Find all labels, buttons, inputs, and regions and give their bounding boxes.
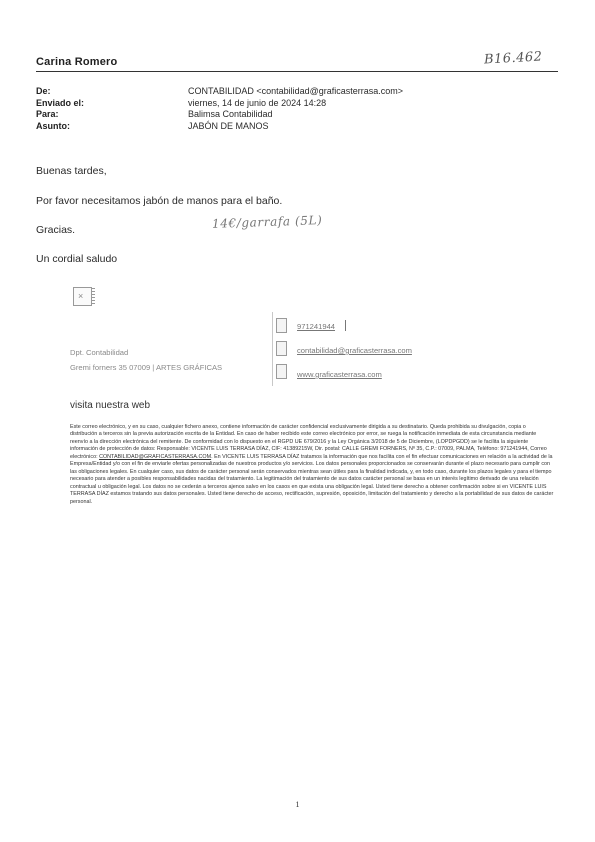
web-icon (276, 364, 287, 379)
signature-phone-link[interactable]: 971241944 (297, 322, 336, 331)
meta-row-to (36, 109, 403, 121)
signature-website-link[interactable]: www.graficasterrasa.com (297, 370, 382, 379)
meta-row-from (36, 86, 403, 98)
handwritten-reference: B16.462 (483, 49, 543, 68)
phone-icon (276, 318, 287, 333)
signature-department: Dpt. Contabilidad (70, 348, 129, 357)
thanks-text: Gracias. (36, 224, 76, 236)
email-icon (276, 341, 287, 356)
signature-address: Gremi forners 35 07009 | ARTES GRÁFICAS (70, 363, 223, 372)
meta-label-sent: Enviado el: (36, 97, 85, 108)
meta-value-to: Balimsa Contabilidad (188, 109, 273, 120)
meta-label-subject: Asunto: (36, 120, 70, 131)
text-cursor (345, 320, 346, 331)
legal-disclaimer (70, 424, 554, 506)
logo-lines-icon (91, 288, 95, 304)
visit-website-link[interactable]: visita nuestra web (70, 400, 151, 411)
handwritten-price-note: 14€/garrafa (5L) (211, 213, 323, 231)
closing-text: Un cordial saludo (36, 253, 118, 265)
email-metadata (36, 86, 403, 132)
legal-email-link[interactable]: CONTABILIDAD@GRAFICASTERRASA.COM (99, 453, 212, 460)
broken-image-icon (73, 287, 92, 306)
legal-text-part1: Este correo electrónico, y en su caso, cualquier fichero anexo, contiene información de carácter confidencial exclusivamente dirigida a su destinatario. Queda prohibida su divulgación, copia o distribución a terceros sin la previa autorización escrita de la Entidad. En caso de haber recibido este correo electrónico por error, se ruega la notificación inmediata de esta circunstancia mediante reenvío a la dirección electrónica del remitente. De conformidad con lo dispuesto en el RGPD UE 679/2016 y la Ley Orgánica 3/2018 de 5 de Diciembre, (LOPDPGDD) se le facilita la siguiente información de protección de datos: Responsable: VICENTE LUIS TERRASA DÍAZ, CIF: 41389215W, Dir. postal: CALLE GREMI FORNERS, Nº 35, C.P.: 07009, PALMA, Teléfono: 971241944, Correo electrónico: (70, 424, 547, 460)
meta-row-subject (36, 121, 403, 133)
meta-value-sent: viernes, 14 de junio de 2024 14:28 (188, 97, 327, 108)
greeting: Buenas tardes, (36, 165, 107, 177)
header-divider (36, 71, 558, 72)
sender-name: Carina Romero (36, 56, 118, 68)
meta-row-sent (36, 98, 403, 110)
request-text: Por favor necesitamos jabón de manos para el baño. (36, 195, 283, 207)
image-placeholder-icon: × (78, 291, 84, 301)
signature-divider (272, 312, 273, 386)
meta-label-to: Para: (36, 109, 59, 120)
meta-label-from: De: (36, 86, 51, 96)
signature-email-link[interactable]: contabilidad@graficasterrasa.com (297, 346, 412, 355)
legal-text-part2: . En VICENTE LUIS TERRASA DÍAZ tratamos la información que nos facilita con el fin efectuar comunicaciones en relación a la actividad de la Empresa/Entidad y/o con el fin de enviarle ofertas personalizadas de nuestros productos y/o servicios. Los datos personales proporcionados se conservarán durante el plazo necesario para cumplir con las obligaciones legales. En cualquier caso, sus datos de carácter personal serán conservados mientras sean útiles para la finalidad indicada, y, en todo caso, durante los plazos legales y para el tiempo necesario para atender a posibles responsabilidades nacidas del tratamiento. La legitimación del tratamiento de sus datos carácter personal se basa en un interés legítimo derivado de una relación contractual u obligación legal. Los datos no se cederán a terceros ajenos salvo en los casos en que exista una obligación legal. Usted tiene derecho a obtener confirmación sobre si en VICENTE LUIS TERRASA DÍAZ estamos tratando sus datos personales. Usted tiene derecho de acceso, rectificación, supresión, oposición, limitación del tratamiento y derecho a la portabilidad de sus datos de carácter personal. (70, 453, 554, 505)
page-number: 1 (295, 800, 300, 809)
meta-value-from: CONTABILIDAD <contabilidad@graficasterrasa.com> (188, 86, 404, 96)
meta-value-subject: JABÓN DE MANOS (188, 120, 269, 131)
